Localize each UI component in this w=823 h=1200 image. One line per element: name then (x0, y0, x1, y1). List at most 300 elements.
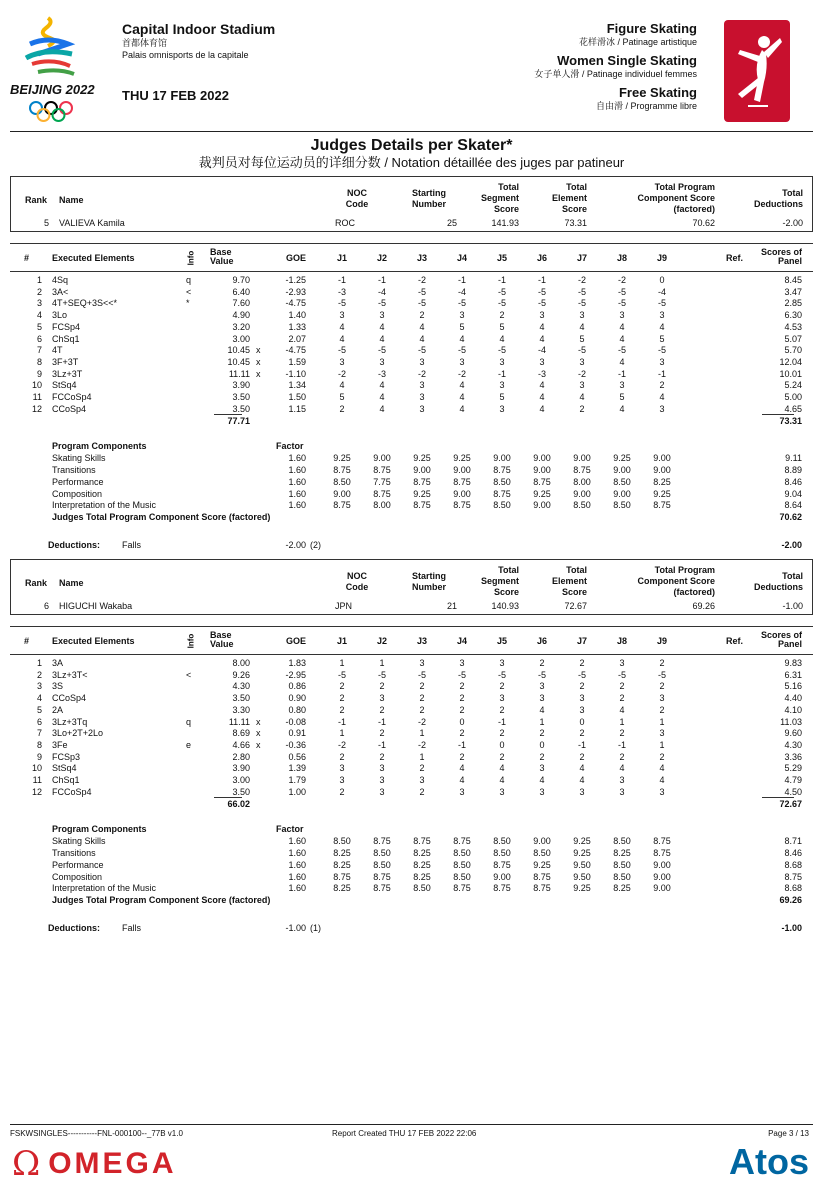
element-judge-score: 5 (579, 333, 585, 344)
event-date: THU 17 FEB 2022 (122, 88, 229, 103)
element-judge-score: 2 (619, 681, 625, 692)
element-judge-score: 4 (539, 333, 545, 344)
element-row (10, 751, 813, 763)
base-value-header: Base (210, 247, 232, 257)
component-judge-score: 8.50 (613, 500, 631, 511)
element-goe: 1.15 (288, 403, 306, 414)
component-judge-score: 8.75 (453, 476, 471, 487)
event-name: Women Single Skating (557, 53, 697, 68)
element-judge-score: 4 (499, 775, 505, 785)
element-base-value: 9.26 (232, 669, 250, 680)
element-judge-score: -5 (577, 669, 586, 680)
element-judge-score: 4 (499, 333, 505, 344)
element-judge-score: -2 (337, 739, 346, 750)
element-judge-score: -3 (377, 368, 386, 379)
segment-score-header: Total (498, 565, 519, 575)
element-info: < (186, 286, 192, 297)
element-judge-score: 3 (339, 763, 345, 774)
element-code: CCoSp4 (52, 403, 87, 414)
component-row (10, 476, 813, 488)
judge-header: J6 (536, 636, 547, 646)
skater-start: 21 (446, 601, 457, 611)
component-judge-score: 8.50 (453, 848, 471, 859)
element-code: 4T+SEQ+3S<<* (52, 298, 118, 309)
omega-logo (12, 1146, 177, 1182)
element-base-value: 3.50 (232, 403, 250, 414)
element-judge-score: 3 (499, 380, 505, 391)
element-judge-score: 4 (619, 763, 625, 774)
element-judge-score: 2 (539, 728, 545, 739)
goe-header: GOE (285, 636, 306, 646)
element-judge-score: -1 (457, 275, 466, 285)
element-judge-score: 2 (499, 751, 505, 762)
component-judge-score: 8.75 (453, 836, 471, 847)
component-judge-score: 8.75 (373, 465, 391, 476)
element-judge-score: 3 (659, 310, 665, 321)
element-judge-score: 3 (459, 658, 465, 668)
element-base-value: 4.90 (232, 310, 250, 321)
element-panel-score: 4.40 (784, 693, 802, 704)
elements-score-total: 73.31 (779, 416, 802, 427)
element-panel-score: 5.00 (784, 392, 802, 402)
element-base-value: 3.50 (232, 693, 250, 704)
component-judge-score: 8.75 (413, 476, 431, 487)
start-header: Starting (411, 571, 446, 581)
element-row (10, 704, 813, 716)
element-judge-score: -1 (617, 739, 626, 750)
component-judge-score: 8.75 (653, 848, 671, 859)
table-top-rule (10, 626, 813, 627)
element-code: FCCoSp4 (52, 786, 92, 797)
component-judge-score: 8.50 (493, 500, 511, 511)
element-base-value: 10.45 (227, 356, 250, 367)
judge-header: J9 (656, 253, 667, 263)
pcs-total-row (10, 511, 813, 523)
component-name: Skating Skills (52, 453, 106, 464)
component-judge-score: 8.75 (533, 883, 551, 894)
component-factor: 1.60 (288, 836, 306, 847)
figure-skating-pictogram-icon (724, 20, 790, 122)
atos-logo: Atos (729, 1141, 809, 1182)
element-panel-score: 6.30 (784, 310, 802, 321)
element-judge-score: 2 (339, 751, 345, 762)
component-judge-score: 9.00 (573, 453, 591, 464)
component-factor: 1.60 (288, 488, 306, 499)
element-goe: 1.00 (288, 786, 306, 797)
element-judge-score: 3 (659, 728, 665, 739)
element-judge-score: 3 (499, 403, 505, 414)
base-value-header-2: Value (210, 639, 234, 649)
element-judge-score: -1 (497, 368, 506, 379)
element-judge-score: -5 (417, 345, 426, 356)
element-judge-score: -5 (617, 298, 626, 309)
component-judge-score: 9.00 (453, 465, 471, 476)
element-panel-score: 10.01 (779, 368, 802, 379)
element-judge-score: 3 (339, 310, 345, 321)
element-judge-score: -5 (497, 286, 506, 297)
pcs-header-3: (factored) (673, 204, 715, 214)
element-goe: 0.80 (288, 704, 306, 715)
component-panel-score: 9.11 (785, 453, 802, 464)
element-number: 9 (36, 368, 42, 379)
element-base-value: 3.00 (232, 775, 250, 785)
component-judge-score: 8.75 (493, 465, 511, 476)
element-judge-score: 4 (539, 704, 545, 715)
element-judge-score: 3 (379, 310, 385, 321)
element-judge-score: -2 (417, 716, 426, 727)
element-info: < (186, 669, 192, 680)
element-judge-score: -5 (497, 298, 506, 309)
component-judge-score: 9.00 (533, 453, 551, 464)
num-header: # (24, 253, 30, 263)
element-judge-score: 4 (459, 763, 465, 774)
element-goe: 0.91 (288, 728, 306, 739)
element-judge-score: 3 (499, 693, 505, 704)
element-bonus-marker: x (256, 728, 261, 739)
element-judge-score: -5 (457, 298, 466, 309)
element-judge-score: 4 (539, 380, 545, 391)
element-judge-score: 4 (579, 775, 585, 785)
component-judge-score: 9.25 (413, 453, 431, 464)
component-judge-score: 8.50 (333, 476, 351, 487)
scores-of-panel-header-2: Panel (777, 256, 802, 266)
elements-header-row (10, 629, 813, 653)
element-judge-score: 3 (579, 380, 585, 391)
component-row (10, 488, 813, 500)
component-judge-score: 9.00 (573, 488, 591, 499)
noc-header: NOC (347, 188, 367, 198)
element-code: FCSp4 (52, 321, 81, 332)
element-judge-score: 3 (659, 786, 665, 797)
element-panel-score: 8.45 (784, 275, 802, 285)
element-judge-score: 4 (379, 403, 385, 414)
pcs-header: Total Program (654, 565, 715, 575)
component-name: Skating Skills (52, 836, 106, 847)
component-judge-score: 8.75 (333, 500, 351, 511)
judge-header: J3 (416, 636, 427, 646)
element-judge-score: 3 (379, 775, 385, 785)
element-judge-score: 2 (499, 681, 505, 692)
element-judge-score: -5 (577, 286, 586, 297)
venue-block (122, 21, 275, 61)
element-panel-score: 11.03 (780, 716, 802, 727)
element-panel-score: 9.60 (784, 728, 802, 739)
component-judge-score: 8.50 (613, 476, 631, 487)
element-panel-score: 4.50 (784, 786, 802, 797)
element-judge-score: -5 (497, 669, 506, 680)
skater-tes: 73.31 (564, 218, 587, 228)
skater-rank: 6 (43, 601, 49, 611)
element-judge-score: -3 (537, 368, 546, 379)
component-panel-score: 8.46 (784, 476, 802, 487)
component-judge-score: 8.25 (333, 848, 351, 859)
element-row (10, 333, 813, 345)
element-panel-score: 4.10 (784, 704, 802, 715)
element-judge-score: 2 (499, 704, 505, 715)
element-row (10, 344, 813, 356)
element-goe: 1.83 (288, 658, 306, 668)
element-info: q (186, 275, 192, 285)
element-code: 3Lo+2T+2Lo (52, 728, 104, 739)
element-judge-score: -5 (577, 298, 586, 309)
component-judge-score: 9.25 (613, 453, 631, 464)
element-judge-score: 4 (339, 333, 345, 344)
component-judge-score: 8.50 (373, 848, 391, 859)
element-panel-score: 5.07 (784, 333, 802, 344)
element-code: 3Lo (52, 310, 68, 321)
element-judge-score: -5 (617, 345, 626, 356)
element-judge-score: 3 (659, 356, 665, 367)
element-judge-score: 2 (619, 693, 625, 704)
element-base-value: 11.11 (228, 716, 250, 727)
component-judge-score: 8.50 (493, 836, 511, 847)
element-judge-score: -1 (377, 275, 386, 285)
element-bonus-marker: x (256, 368, 261, 379)
element-judge-score: 2 (659, 681, 665, 692)
component-judge-score: 9.00 (613, 465, 631, 476)
element-row (10, 657, 813, 669)
element-judge-score: 5 (459, 321, 465, 332)
executed-elements-header: Executed Elements (52, 253, 135, 263)
component-judge-score: 9.25 (573, 848, 591, 859)
element-judge-score: 4 (619, 333, 625, 344)
element-code: StSq4 (52, 380, 77, 391)
element-judge-score: -4 (377, 286, 386, 297)
skater-summary-row (11, 601, 814, 613)
component-judge-score: 9.25 (653, 488, 671, 499)
element-judge-score: 1 (539, 716, 545, 727)
component-judge-score: 8.75 (373, 883, 391, 894)
component-panel-score: 8.68 (784, 859, 802, 870)
component-judge-score: 8.75 (373, 836, 391, 847)
element-row (10, 297, 813, 309)
component-judge-score: 8.25 (333, 859, 351, 870)
omega-symbol-icon: Ω (12, 1144, 41, 1184)
component-judge-score: 8.50 (413, 883, 431, 894)
footer-divider (10, 1124, 813, 1125)
element-goe: 1.79 (288, 775, 306, 785)
element-code: ChSq1 (52, 333, 80, 344)
element-judge-score: 5 (619, 392, 625, 402)
component-judge-score: 8.75 (493, 488, 511, 499)
component-name: Composition (52, 871, 103, 882)
element-base-value: 11.11 (228, 368, 250, 379)
component-judge-score: 8.50 (453, 871, 471, 882)
element-judge-score: -5 (337, 345, 346, 356)
segment-score-header-3: Score (493, 587, 519, 597)
element-number: 11 (32, 775, 42, 785)
element-number: 2 (36, 286, 42, 297)
base-value-header: Base (210, 630, 232, 640)
element-number: 3 (36, 681, 42, 692)
element-judge-score: 5 (339, 392, 345, 402)
skater-noc: JPN (335, 601, 353, 611)
component-judge-score: 9.25 (573, 836, 591, 847)
component-row (10, 452, 813, 464)
element-number: 10 (31, 763, 42, 774)
judge-header: J7 (576, 253, 587, 263)
element-judge-score: -5 (657, 669, 666, 680)
component-judge-score: 9.00 (653, 883, 671, 894)
element-judge-score: -1 (537, 275, 546, 285)
element-judge-score: 3 (339, 775, 345, 785)
component-judge-score: 8.75 (333, 871, 351, 882)
element-number: 5 (36, 704, 42, 715)
element-judge-score: 3 (539, 681, 545, 692)
skater-tss: 141.93 (491, 218, 519, 228)
element-base-value: 3.00 (232, 333, 250, 344)
element-goe: 2.07 (288, 333, 306, 344)
element-judge-score: 2 (659, 704, 665, 715)
skater-pcs: 70.62 (692, 218, 715, 228)
element-judge-score: 4 (459, 403, 465, 414)
element-judge-score: 3 (459, 356, 465, 367)
pcs-header-2: Component Score (637, 193, 715, 203)
element-judge-score: -4 (457, 286, 466, 297)
judge-header: J4 (456, 253, 467, 263)
component-judge-score: 8.75 (493, 859, 511, 870)
element-judge-score: 4 (659, 321, 665, 332)
component-judge-score: 8.75 (333, 465, 351, 476)
element-judge-score: 3 (619, 775, 625, 785)
element-judge-score: 4 (539, 321, 545, 332)
component-row (10, 835, 813, 847)
component-judge-score: 8.75 (413, 500, 431, 511)
component-judge-score: 9.00 (653, 453, 671, 464)
component-judge-score: 9.00 (653, 465, 671, 476)
element-row (10, 368, 813, 380)
component-factor: 1.60 (288, 848, 306, 859)
element-judge-score: 4 (339, 380, 345, 391)
skater-pcs: 69.26 (692, 601, 715, 611)
component-panel-score: 8.89 (784, 465, 802, 476)
component-judge-score: 8.25 (413, 871, 431, 882)
element-base-value: 4.30 (232, 681, 250, 692)
report-code: FSKWSINGLES-----------FNL-000100--_77B v1.0 (10, 1129, 183, 1138)
element-row (10, 669, 813, 681)
pcs-total-value: 70.62 (779, 511, 802, 522)
element-judge-score: 4 (579, 763, 585, 774)
element-info: q (186, 716, 192, 727)
element-code: 3Lz+3Tq (52, 716, 88, 727)
deduction-count: (2) (310, 539, 321, 550)
ref-header: Ref. (726, 636, 744, 646)
element-goe: -0.08 (285, 716, 306, 727)
rank-header: Rank (25, 578, 48, 588)
element-judge-score: 3 (579, 693, 585, 704)
element-judge-score: 2 (659, 658, 665, 668)
element-judge-score: 0 (459, 716, 465, 727)
base-value-total: 66.02 (227, 799, 250, 810)
component-judge-score: 9.50 (573, 859, 591, 870)
component-panel-score: 9.04 (784, 488, 802, 499)
element-base-value: 3.90 (232, 763, 250, 774)
element-judge-score: 2 (459, 751, 465, 762)
component-judge-score: 9.00 (533, 836, 551, 847)
element-base-value: 3.30 (232, 704, 250, 715)
element-judge-score: 0 (539, 739, 545, 750)
element-judge-score: -1 (377, 739, 386, 750)
element-judge-score: 4 (499, 763, 505, 774)
element-row (10, 716, 813, 728)
element-judge-score: 3 (579, 786, 585, 797)
element-judge-score: 3 (579, 704, 585, 715)
element-judge-score: 3 (619, 310, 625, 321)
element-judge-score: -5 (457, 669, 466, 680)
element-number: 12 (31, 403, 42, 414)
element-judge-score: 2 (579, 681, 585, 692)
element-row (10, 774, 813, 786)
element-code: 3Lz+3T (52, 368, 83, 379)
segment-name: Free Skating (618, 85, 697, 100)
elements-total-row (10, 798, 813, 810)
pcs-header-2: Component Score (637, 576, 715, 586)
component-judge-score: 9.25 (333, 453, 351, 464)
element-goe: -2.95 (285, 669, 306, 680)
component-judge-score: 9.00 (653, 859, 671, 870)
component-judge-score: 8.25 (653, 476, 671, 487)
element-judge-score: 4 (659, 763, 665, 774)
pcs-total-row (10, 894, 813, 906)
factor-header: Factor (276, 441, 304, 452)
element-judge-score: -5 (337, 669, 346, 680)
skater-name: HIGUCHI Wakaba (59, 601, 133, 611)
component-judge-score: 8.50 (533, 848, 551, 859)
element-panel-score: 4.30 (784, 739, 802, 750)
element-judge-score: 2 (659, 380, 665, 391)
component-judge-score: 8.75 (373, 488, 391, 499)
judge-header: J1 (336, 636, 347, 646)
scores-of-panel-header-2: Panel (777, 639, 802, 649)
judge-header: J2 (376, 636, 387, 646)
venue-name-zh: 首都体育馆 (122, 38, 168, 48)
judge-header: J6 (536, 253, 547, 263)
element-code: FCCoSp4 (52, 392, 92, 402)
deduction-count: (1) (310, 922, 321, 933)
element-judge-score: 3 (659, 693, 665, 704)
element-judge-score: 3 (419, 392, 425, 402)
element-judge-score: 4 (579, 392, 585, 402)
element-judge-score: -5 (657, 298, 666, 309)
element-panel-score: 5.70 (784, 345, 802, 356)
element-number: 11 (32, 392, 42, 402)
element-judge-score: 3 (499, 356, 505, 367)
element-row (10, 403, 813, 415)
element-panel-score: 4.65 (784, 403, 802, 414)
component-name: Transitions (52, 465, 96, 476)
deduction-value: -1.00 (285, 922, 306, 933)
segment-score-header-3: Score (493, 204, 519, 214)
pcs-total-value: 69.26 (779, 894, 802, 905)
start-header-2: Number (411, 199, 446, 209)
element-judge-score: 2 (379, 751, 385, 762)
element-judge-score: 3 (539, 310, 545, 321)
element-judge-score: 2 (579, 403, 585, 414)
component-panel-score: 8.64 (784, 500, 802, 511)
scores-of-panel-header: Scores of (760, 247, 802, 257)
element-judge-score: -4 (537, 345, 546, 356)
sport-name-sub: 花样滑冰 / Patinage artistique (578, 37, 697, 47)
element-judge-score: 4 (419, 333, 425, 344)
skater-summary-box (10, 559, 813, 615)
component-factor: 1.60 (288, 465, 306, 476)
element-judge-score: 1 (339, 728, 345, 739)
element-goe: 0.90 (288, 693, 306, 704)
element-judge-score: 3 (419, 775, 425, 785)
name-header: Name (59, 578, 84, 588)
element-judge-score: 3 (379, 356, 385, 367)
component-panel-score: 8.75 (784, 871, 802, 882)
